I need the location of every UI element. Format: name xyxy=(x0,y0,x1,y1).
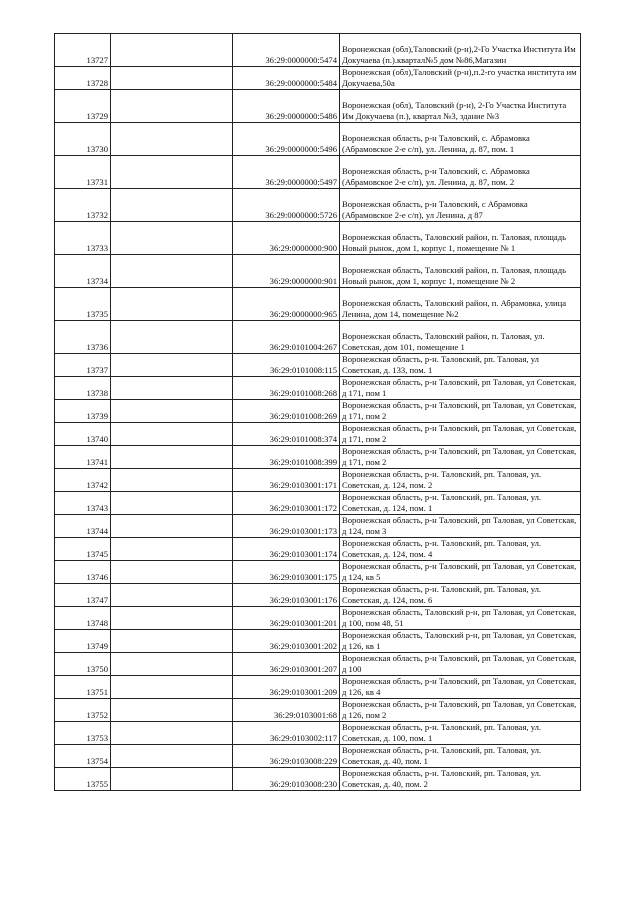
row-number-cell: 13741 xyxy=(55,446,111,469)
cadastral-number-cell: 36:29:0101008:399 xyxy=(233,446,340,469)
row-number-cell: 13740 xyxy=(55,423,111,446)
row-number-cell: 13754 xyxy=(55,745,111,768)
empty-cell xyxy=(111,446,233,469)
table-row xyxy=(55,156,581,189)
row-number-cell: 13739 xyxy=(55,400,111,423)
cadastral-number-cell: 36:29:0000000:900 xyxy=(233,222,340,255)
cadastral-number-cell: 36:29:0103001:175 xyxy=(233,561,340,584)
cadastral-number-cell: 36:29:0101004:267 xyxy=(233,321,340,354)
empty-cell xyxy=(111,377,233,400)
address-cell: Воронежская область, р-н. Таловский, рп. Таловая, ул. Советская, д. 40, пом. 2 xyxy=(340,768,581,791)
address-cell: Воронежская область, р-н Таловский, рп Таловая, ул Советская, д 124, пом 3 xyxy=(340,515,581,538)
address-cell: Воронежская область, р-н Таловский, рп Таловая, ул Советская, д 171, пом 2 xyxy=(340,400,581,423)
address-cell: Воронежская область, р-н. Таловский, рп. Таловая, ул. Советская, д. 124, пом. 2 xyxy=(340,469,581,492)
row-number-cell: 13727 xyxy=(55,34,111,67)
address-cell: Воронежская (обл),Таловский (р-н),п.2-го участка института им Докучаева,50а xyxy=(340,67,581,90)
table-row xyxy=(55,722,581,745)
empty-cell xyxy=(111,67,233,90)
address-cell: Воронежская область, р-н. Таловский, рп. Таловая, ул Советская, д. 133, пом. 1 xyxy=(340,354,581,377)
address-cell: Воронежская (обл),Таловский (р-н),2-Го Участка Института Им Докучаева (п.).квартал№5 дом №86,Магазин xyxy=(340,34,581,67)
table-row xyxy=(55,584,581,607)
empty-cell xyxy=(111,676,233,699)
table-row xyxy=(55,446,581,469)
empty-cell xyxy=(111,423,233,446)
table-row xyxy=(55,222,581,255)
table-row xyxy=(55,34,581,67)
registry-table xyxy=(54,33,581,791)
empty-cell xyxy=(111,515,233,538)
empty-cell xyxy=(111,222,233,255)
address-cell: Воронежская область, Таловский район, п. Таловая, площадь Новый рынок, дом 1, корпус 1, помещение № 1 xyxy=(340,222,581,255)
table-row xyxy=(55,354,581,377)
address-cell: Воронежская область, р-н. Таловский, рп. Таловая, ул. Советская, д. 124, пом. 1 xyxy=(340,492,581,515)
empty-cell xyxy=(111,699,233,722)
cadastral-number-cell: 36:29:0103001:68 xyxy=(233,699,340,722)
table-row xyxy=(55,189,581,222)
table-row xyxy=(55,607,581,630)
empty-cell xyxy=(111,653,233,676)
table-row xyxy=(55,255,581,288)
row-number-cell: 13755 xyxy=(55,768,111,791)
cadastral-number-cell: 36:29:0000000:5496 xyxy=(233,123,340,156)
address-cell: Воронежская область, р-н Таловский, рп Таловая, ул Советская, д 126, пом 2 xyxy=(340,699,581,722)
cadastral-number-cell: 36:29:0103001:201 xyxy=(233,607,340,630)
cadastral-number-cell: 36:29:0103001:202 xyxy=(233,630,340,653)
address-cell: Воронежская область, р-н Таловский, рп Таловая, ул Советская, д 124, кв 5 xyxy=(340,561,581,584)
empty-cell xyxy=(111,400,233,423)
empty-cell xyxy=(111,321,233,354)
table-row xyxy=(55,67,581,90)
address-cell: Воронежская область, р-н. Таловский, рп. Таловая, ул. Советская, д. 124, пом. 4 xyxy=(340,538,581,561)
row-number-cell: 13733 xyxy=(55,222,111,255)
table-row xyxy=(55,561,581,584)
cadastral-number-cell: 36:29:0103001:209 xyxy=(233,676,340,699)
table-row xyxy=(55,630,581,653)
empty-cell xyxy=(111,123,233,156)
table-row xyxy=(55,745,581,768)
row-number-cell: 13747 xyxy=(55,584,111,607)
cadastral-number-cell: 36:29:0103002:117 xyxy=(233,722,340,745)
cadastral-number-cell: 36:29:0103001:172 xyxy=(233,492,340,515)
address-cell: Воронежская область, Таловский район, п. Абрамовка, улица Ленина, дом 14, помещение №2 xyxy=(340,288,581,321)
address-cell: Воронежская область, р-н Таловский, с. Абрамовка (Абрамовское 2-е с/п), ул. Ленина, д. 87, пом. 2 xyxy=(340,156,581,189)
table-row xyxy=(55,469,581,492)
cadastral-number-cell: 36:29:0101008:269 xyxy=(233,400,340,423)
empty-cell xyxy=(111,538,233,561)
table-row xyxy=(55,123,581,156)
empty-cell xyxy=(111,768,233,791)
cadastral-number-cell: 36:29:0103008:230 xyxy=(233,768,340,791)
address-cell: Воронежская область, р-н Таловский, с Абрамовка (Абрамовское 2-е с/п), ул Ленина, д 87 xyxy=(340,189,581,222)
cadastral-number-cell: 36:29:0103001:207 xyxy=(233,653,340,676)
address-cell: Воронежская (обл), Таловский (р-н), 2-Го Участка Института Им Докучаева (п.), квартал №3, здание №3 xyxy=(340,90,581,123)
table-row xyxy=(55,492,581,515)
empty-cell xyxy=(111,90,233,123)
cadastral-number-cell: 36:29:0103001:173 xyxy=(233,515,340,538)
registry-table-body xyxy=(55,34,581,791)
row-number-cell: 13744 xyxy=(55,515,111,538)
row-number-cell: 13732 xyxy=(55,189,111,222)
address-cell: Воронежская область, р-н Таловский, рп Таловая, ул Советская, д 171, пом 2 xyxy=(340,446,581,469)
table-row xyxy=(55,676,581,699)
cadastral-number-cell: 36:29:0103001:171 xyxy=(233,469,340,492)
address-cell: Воронежская область, Таловский р-н, рп Таловая, ул Советская, д 126, кв 1 xyxy=(340,630,581,653)
row-number-cell: 13749 xyxy=(55,630,111,653)
table-row xyxy=(55,423,581,446)
address-cell: Воронежская область, Таловский р-н, рп Таловая, ул Советская, д 100, пом 48, 51 xyxy=(340,607,581,630)
row-number-cell: 13728 xyxy=(55,67,111,90)
row-number-cell: 13748 xyxy=(55,607,111,630)
empty-cell xyxy=(111,354,233,377)
table-row xyxy=(55,90,581,123)
cadastral-number-cell: 36:29:0000000:5497 xyxy=(233,156,340,189)
empty-cell xyxy=(111,630,233,653)
row-number-cell: 13738 xyxy=(55,377,111,400)
cadastral-number-cell: 36:29:0101008:374 xyxy=(233,423,340,446)
empty-cell xyxy=(111,607,233,630)
table-row xyxy=(55,400,581,423)
registry-table-page xyxy=(54,33,580,791)
row-number-cell: 13742 xyxy=(55,469,111,492)
row-number-cell: 13753 xyxy=(55,722,111,745)
cadastral-number-cell: 36:29:0000000:965 xyxy=(233,288,340,321)
row-number-cell: 13737 xyxy=(55,354,111,377)
address-cell: Воронежская область, р-н. Таловский, рп. Таловая, ул. Советская, д. 40, пом. 1 xyxy=(340,745,581,768)
address-cell: Воронежская область, Таловский район, п. Таловая, ул. Советская, дом 101, помещение 1 xyxy=(340,321,581,354)
cadastral-number-cell: 36:29:0101008:268 xyxy=(233,377,340,400)
address-cell: Воронежская область, р-н Таловский, рп Таловая, ул Советская, д 126, кв 4 xyxy=(340,676,581,699)
row-number-cell: 13743 xyxy=(55,492,111,515)
cadastral-number-cell: 36:29:0103001:176 xyxy=(233,584,340,607)
empty-cell xyxy=(111,288,233,321)
table-row xyxy=(55,321,581,354)
cadastral-number-cell: 36:29:0000000:901 xyxy=(233,255,340,288)
empty-cell xyxy=(111,584,233,607)
table-row xyxy=(55,768,581,791)
row-number-cell: 13735 xyxy=(55,288,111,321)
row-number-cell: 13730 xyxy=(55,123,111,156)
cadastral-number-cell: 36:29:0101008:115 xyxy=(233,354,340,377)
address-cell: Воронежская область, Таловский район, п. Таловая, площадь Новый рынок, дом 1, корпус 1, помещение № 2 xyxy=(340,255,581,288)
cadastral-number-cell: 36:29:0000000:5486 xyxy=(233,90,340,123)
address-cell: Воронежская область, р-н Таловский, рп Таловая, ул Советская, д 100 xyxy=(340,653,581,676)
empty-cell xyxy=(111,189,233,222)
table-row xyxy=(55,377,581,400)
cadastral-number-cell: 36:29:0103001:174 xyxy=(233,538,340,561)
cadastral-number-cell: 36:29:0000000:5484 xyxy=(233,67,340,90)
cadastral-number-cell: 36:29:0103008:229 xyxy=(233,745,340,768)
row-number-cell: 13750 xyxy=(55,653,111,676)
row-number-cell: 13745 xyxy=(55,538,111,561)
address-cell: Воронежская область, р-н. Таловский, рп. Таловая, ул. Советская, д. 124, пом. 6 xyxy=(340,584,581,607)
row-number-cell: 13751 xyxy=(55,676,111,699)
row-number-cell: 13752 xyxy=(55,699,111,722)
row-number-cell: 13734 xyxy=(55,255,111,288)
empty-cell xyxy=(111,722,233,745)
address-cell: Воронежская область, р-н Таловский, рп Таловая, ул Советская, д 171, пом 2 xyxy=(340,423,581,446)
empty-cell xyxy=(111,34,233,67)
table-row xyxy=(55,653,581,676)
table-row xyxy=(55,515,581,538)
cadastral-number-cell: 36:29:0000000:5474 xyxy=(233,34,340,67)
row-number-cell: 13746 xyxy=(55,561,111,584)
empty-cell xyxy=(111,469,233,492)
empty-cell xyxy=(111,255,233,288)
row-number-cell: 13729 xyxy=(55,90,111,123)
address-cell: Воронежская область, р-н. Таловский, рп. Таловая, ул. Советская, д. 100, пом. 1 xyxy=(340,722,581,745)
empty-cell xyxy=(111,745,233,768)
address-cell: Воронежская область, р-н Таловский, с. Абрамовка (Абрамовское 2-е с/п), ул. Ленина, д. 87, пом. 1 xyxy=(340,123,581,156)
table-row xyxy=(55,288,581,321)
row-number-cell: 13731 xyxy=(55,156,111,189)
empty-cell xyxy=(111,492,233,515)
table-row xyxy=(55,699,581,722)
table-row xyxy=(55,538,581,561)
row-number-cell: 13736 xyxy=(55,321,111,354)
empty-cell xyxy=(111,156,233,189)
empty-cell xyxy=(111,561,233,584)
address-cell: Воронежская область, р-н Таловский, рп Таловая, ул Советская, д 171, пом 1 xyxy=(340,377,581,400)
cadastral-number-cell: 36:29:0000000:5726 xyxy=(233,189,340,222)
